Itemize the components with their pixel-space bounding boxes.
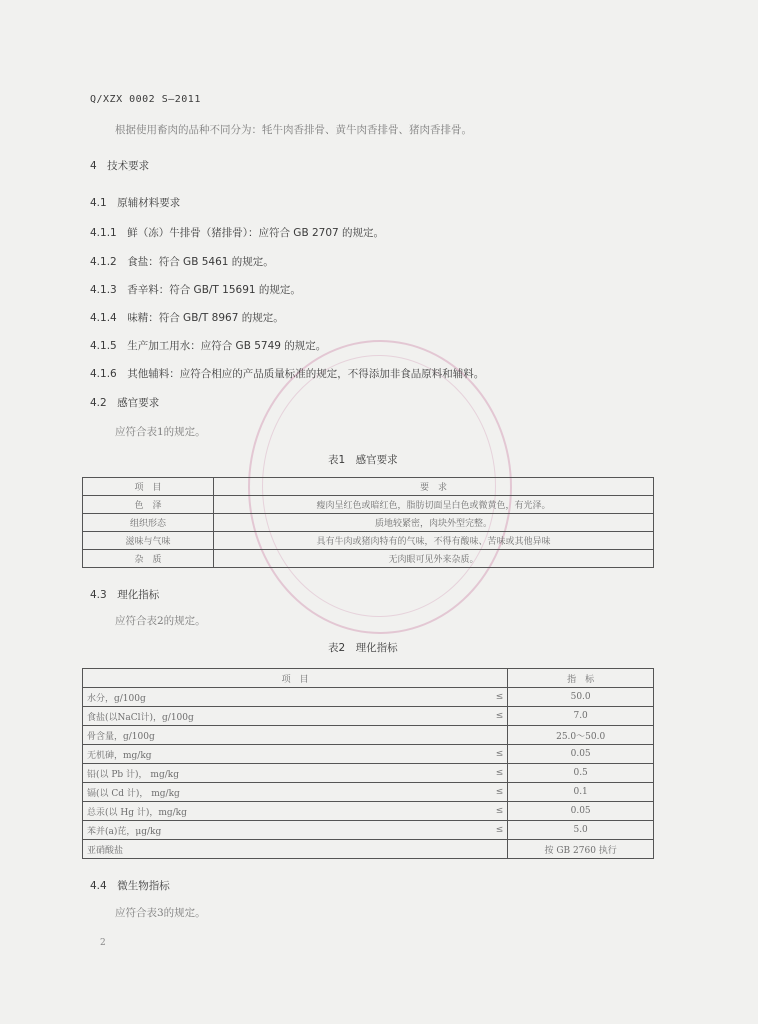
section-4-3-heading: 4.3 理化指标: [90, 589, 160, 601]
table-row: [83, 726, 654, 745]
table-row: [83, 707, 654, 726]
table-row: [83, 764, 654, 783]
table-cell: [481, 726, 508, 745]
table-cell: ≤: [481, 783, 508, 802]
table-cell: 铅(以 Pb 计)， mg/kg: [83, 764, 482, 783]
table-header-row: [83, 669, 654, 688]
table-cell: 具有牛肉或猪肉特有的气味，不得有酸味、苦味或其他异味: [214, 532, 654, 550]
table-cell: 按 GB 2760 执行: [508, 840, 654, 859]
table-header-cell: 指 标: [508, 669, 654, 688]
table-header-cell: 项 目: [83, 478, 214, 496]
table-cell: 0.1: [508, 783, 654, 802]
table-cell: 无机砷，mg/kg: [83, 745, 482, 764]
table-cell: 滋味与气味: [83, 532, 214, 550]
table-cell: 亚硝酸盐: [83, 840, 482, 859]
table-cell: 镉(以 Cd 计)， mg/kg: [83, 783, 482, 802]
table-cell: 0.05: [508, 745, 654, 764]
table-cell: 色 泽: [83, 496, 214, 514]
table1-caption: 表1 感官要求: [328, 454, 398, 466]
table-cell: 水分，g/100g: [83, 688, 482, 707]
table-cell: 7.0: [508, 707, 654, 726]
table-cell: 5.0: [508, 821, 654, 840]
table-cell: 无肉眼可见外来杂质。: [214, 550, 654, 568]
table-row: [83, 688, 654, 707]
section-4-1-5: 4.1.5 生产加工用水：应符合 GB 5749 的规定。: [90, 340, 327, 352]
section-4-1-4: 4.1.4 味精：符合 GB/T 8967 的规定。: [90, 312, 284, 324]
table-row: [83, 802, 654, 821]
table-header-cell: 项 目: [83, 669, 508, 688]
table-cell: 瘦肉呈红色或暗红色，脂肪切面呈白色或微黄色，有光泽。: [214, 496, 654, 514]
table-cell: ≤: [481, 764, 508, 783]
section-4-4-heading: 4.4 微生物指标: [90, 880, 170, 892]
standard-code: Q/XZX 0002 S—2011: [90, 94, 201, 105]
table-row: [83, 840, 654, 859]
table-row: [83, 496, 654, 514]
section-4-1-6: 4.1.6 其他辅料：应符合相应的产品质量标准的规定，不得添加非食品原料和辅料。: [90, 368, 485, 380]
section-4-1-heading: 4.1 原辅材料要求: [90, 197, 181, 209]
section-4-1-2: 4.1.2 食盐：符合 GB 5461 的规定。: [90, 256, 274, 268]
table-cell: [481, 840, 508, 859]
intro-paragraph: 根据使用畜肉的品种不同分为：牦牛肉香排骨、黄牛肉香排骨、猪肉香排骨。: [115, 124, 472, 136]
table2-caption: 表2 理化指标: [328, 642, 398, 654]
table-cell: ≤: [481, 821, 508, 840]
section-4-4-text: 应符合表3的规定。: [115, 907, 206, 919]
table-cell: ≤: [481, 707, 508, 726]
section-4-1-3: 4.1.3 香辛料：符合 GB/T 15691 的规定。: [90, 284, 301, 296]
table-row: [83, 550, 654, 568]
table-cell: 食盐(以NaCl计)，g/100g: [83, 707, 482, 726]
table-row: [83, 745, 654, 764]
table-cell: 总汞(以 Hg 计)，mg/kg: [83, 802, 482, 821]
table-cell: 苯并(a)芘，μg/kg: [83, 821, 482, 840]
table-cell: 25.0～50.0: [508, 726, 654, 745]
table-cell: ≤: [481, 688, 508, 707]
section-4-2-heading: 4.2 感官要求: [90, 397, 160, 409]
sensory-table: [82, 477, 654, 568]
table-cell: 组织形态: [83, 514, 214, 532]
table-header-row: [83, 478, 654, 496]
table-cell: 质地较紧密，肉块外型完整。: [214, 514, 654, 532]
section-4-heading: 4 技术要求: [90, 160, 150, 172]
physicochemical-table: [82, 668, 654, 859]
table-cell: ≤: [481, 802, 508, 821]
section-4-3-text: 应符合表2的规定。: [115, 615, 206, 627]
page-number: 2: [100, 938, 106, 948]
table-row: [83, 783, 654, 802]
table-header-cell: 要 求: [214, 478, 654, 496]
table-cell: 50.0: [508, 688, 654, 707]
table-cell: 0.5: [508, 764, 654, 783]
table-cell: 0.05: [508, 802, 654, 821]
table-cell: 骨含量，g/100g: [83, 726, 482, 745]
table-cell: 杂 质: [83, 550, 214, 568]
section-4-2-text: 应符合表1的规定。: [115, 426, 206, 438]
table-row: [83, 514, 654, 532]
section-4-1-1: 4.1.1 鲜（冻）牛排骨（猪排骨）：应符合 GB 2707 的规定。: [90, 227, 385, 239]
table-cell: ≤: [481, 745, 508, 764]
table-row: [83, 532, 654, 550]
table-row: [83, 821, 654, 840]
